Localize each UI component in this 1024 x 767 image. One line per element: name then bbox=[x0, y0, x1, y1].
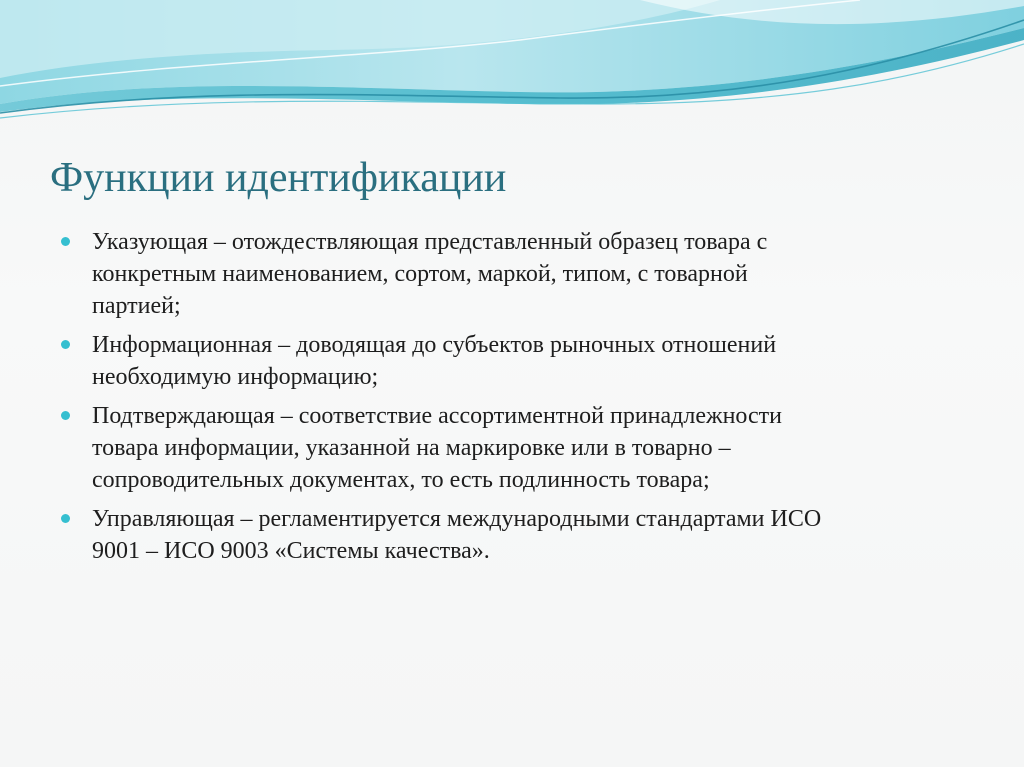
bullet-line: конкретным наименованием, сортом, маркой, типом, с товарной bbox=[92, 261, 748, 287]
bullet-dot-icon bbox=[61, 340, 70, 349]
slide-title: Функции идентификации bbox=[50, 155, 507, 201]
header-wave-decoration bbox=[0, 0, 1024, 140]
bullet-line: Указующая – отождествляющая представленный образец товара с bbox=[92, 229, 768, 255]
bullet-line: необходимую информацию; bbox=[92, 364, 379, 390]
bullet-dot-icon bbox=[61, 237, 70, 246]
list-item-confirming bbox=[60, 400, 960, 496]
list-item-managing bbox=[60, 503, 960, 567]
bullet-dot-icon bbox=[61, 411, 70, 420]
bullet-list bbox=[60, 226, 960, 574]
bullet-line: сопроводительных документах, то есть подлинность товара; bbox=[92, 467, 710, 493]
list-item-pointing bbox=[60, 226, 960, 322]
bullet-line: Управляющая – регламентируется международными стандартами ИСО bbox=[92, 506, 822, 532]
bullet-line: Подтверждающая – соответствие ассортиментной принадлежности bbox=[92, 403, 783, 429]
bullet-line: 9001 – ИСО 9003 «Системы качества». bbox=[92, 538, 490, 564]
bullet-line: товара информации, указанной на маркировке или в товарно – bbox=[92, 435, 731, 461]
bullet-line: партией; bbox=[92, 293, 181, 319]
list-item-informational bbox=[60, 329, 960, 393]
bullet-dot-icon bbox=[61, 514, 70, 523]
bullet-line: Информационная – доводящая до субъектов рыночных отношений bbox=[92, 332, 777, 358]
